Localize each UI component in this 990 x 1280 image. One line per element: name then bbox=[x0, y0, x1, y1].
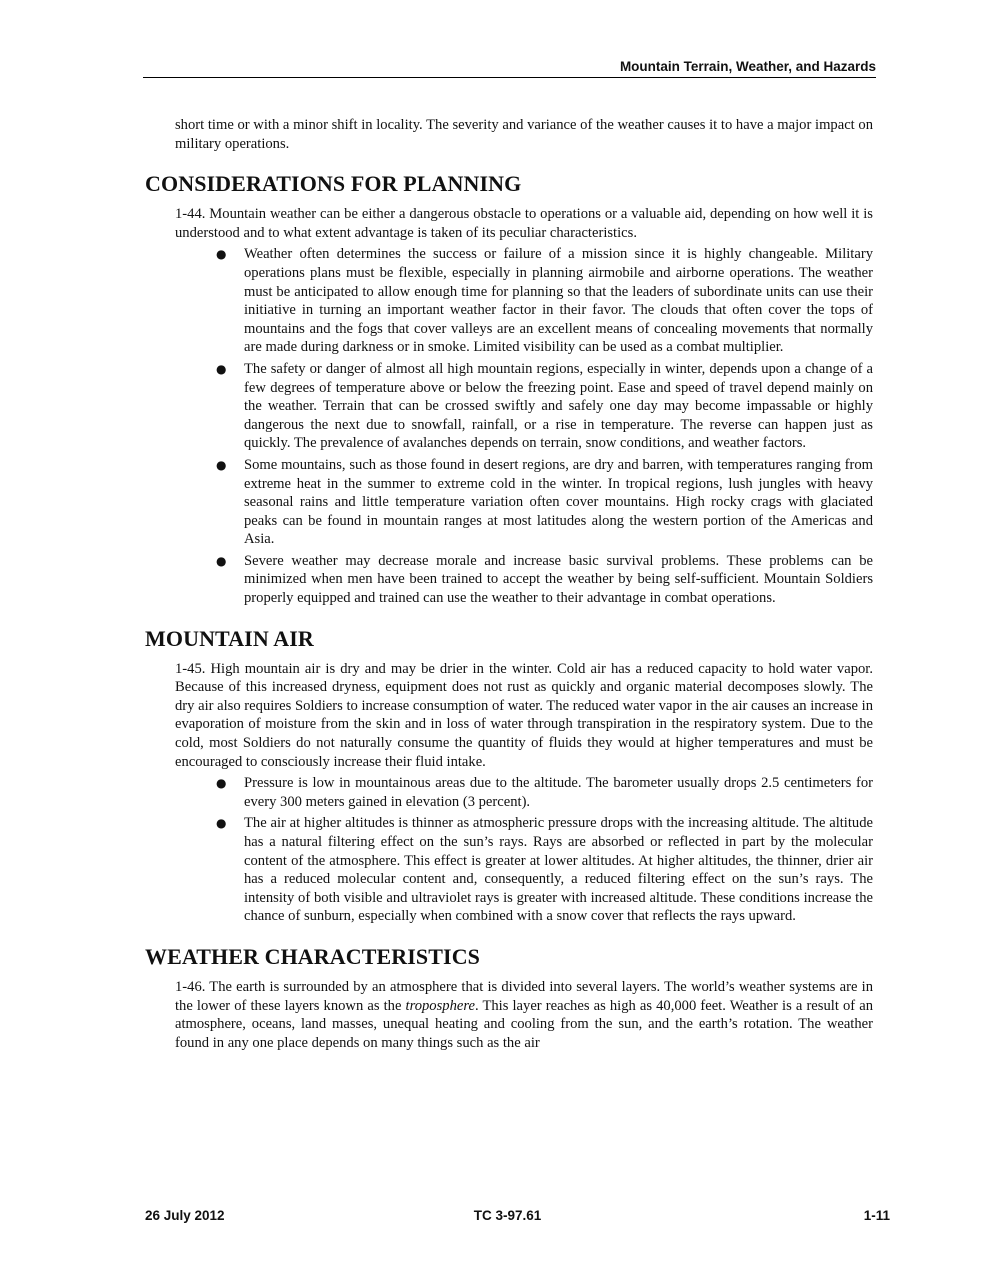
footer-page-number: 1-11 bbox=[863, 1208, 890, 1223]
list-item-text: Weather often determines the success or failure of a mission since it is highly changeable. Military operations plans must be flexible, especially in planning airmobile and airborne operations. The weather must be anticipated to allow enough time for planning so that the leaders of subordinate units can use their initiative in turning an important weather factor in their favor. The clouds that often cover the tops of mountains and the fogs that cover valleys are an excellent means of concealing movements that normally are made during darkness or in smoke. Limited visibility can be used as a combat multiplier. bbox=[244, 246, 873, 356]
page-body bbox=[145, 116, 873, 1052]
list-item-text: The air at higher altitudes is thinner as atmospheric pressure drops with the increasing altitude. The altitude has a natural filtering effect on the sun’s rays. Rays are absorbed or reflected in part by the molecular content of the atmosphere. This effect is greater at lower altitudes. At higher altitudes, the thinner, drier air has a reduced molecular content and, consequently, a reduced filtering effect on the sun’s rays. The intensity of both visible and ultraviolet rays is greater with increased altitude. These conditions increase the chance of sunburn, especially when combined with a snow cover that reflects the rays upward. bbox=[244, 815, 873, 925]
heading-weather-characteristics: WEATHER CHARACTERISTICS bbox=[145, 943, 481, 969]
list-item bbox=[216, 456, 873, 549]
list-item-text: Severe weather may decrease morale and increase basic survival problems. These problems can be minimized when men have been trained to accept the weather by being self-sufficient. Mountain Soldiers properly equipped and trained can use the weather to their advantage in combat operations. bbox=[244, 552, 873, 607]
bullet-icon: ● bbox=[216, 553, 227, 568]
bullet-icon: ● bbox=[216, 816, 227, 831]
paragraph-text: . This layer reaches as high as 40,000 feet. Weather is a result of an atmosphere, oceans, land masses, unequal heating and cooling from the sun, and the earth’s rotation. The weather found in any one place depends on many things such as the air bbox=[175, 997, 873, 1051]
bullet-icon: ● bbox=[216, 247, 227, 262]
list-item bbox=[216, 774, 873, 811]
list-item-text: Some mountains, such as those found in desert regions, are dry and barren, with temperatures ranging from extreme heat in the summer to extreme cold in the winter. In tropical regions, lush jungles with heavy seasonal rains and little temperature variation often cover mountains. High rocky crags with glaciated peaks can be found in mountain ranges at most latitudes along the western portion of the Americas and Asia. bbox=[244, 456, 873, 548]
running-header: Mountain Terrain, Weather, and Hazards bbox=[619, 59, 876, 74]
bullet-icon: ● bbox=[216, 457, 227, 472]
list-item-text: The safety or danger of almost all high mountain regions, especially in winter, depends upon a change of a few degrees of temperature above or below the freezing point. Ease and speed of travel depend mainly on the weather. Terrain that can be crossed swiftly and safely one day may become impassable or highly dangerous the next due to snowfall, rainfall, or a rise in temperature. The reverse can happen just as quickly. The prevalence of avalanches depends on terrain, snow conditions, and weather factors. bbox=[244, 360, 873, 452]
list-item bbox=[216, 245, 873, 357]
paragraph-1-45: 1-45. High mountain air is dry and may be drier in the winter. Cold air has a reduced capacity to hold water vapor. Because of this increased dryness, equipment does not rust as quickly and organic material decomposes slowly. The dry air also requires Soldiers to increase consumption of water. The reduced water vapor in the air causes an increase in evaporation of moisture from the skin and in loss of water through transpiration in the respiratory system. Due to the cold, most Soldiers do not naturally consume the quantity of fluids they would at higher temperatures and must be encouraged to consciously increase their fluid intake. bbox=[175, 660, 873, 770]
list-item bbox=[216, 814, 873, 926]
paragraph-text: 1-46. The earth is surrounded by an atmosphere that is divided into several layers. The world’s weather systems are in the lower of these layers known as the bbox=[175, 978, 873, 1014]
header-rule bbox=[143, 77, 876, 78]
continuation-paragraph: short time or with a minor shift in locality. The severity and variance of the weather causes it to have a major impact on military operations. bbox=[175, 117, 873, 152]
footer-document-number: TC 3-97.61 bbox=[473, 1208, 542, 1223]
mountain-air-bullet-list bbox=[145, 774, 873, 926]
paragraph-1-44: 1-44. Mountain weather can be either a dangerous obstacle to operations or a valuable aid, depending on how well it is understood and to what extent advantage is taken of its peculiar characteristics. bbox=[175, 206, 873, 241]
list-item bbox=[216, 360, 873, 453]
planning-bullet-list bbox=[145, 245, 873, 607]
troposphere-term: troposphere bbox=[405, 997, 475, 1014]
heading-mountain-air: MOUNTAIN AIR bbox=[145, 625, 314, 651]
heading-considerations-for-planning: CONSIDERATIONS FOR PLANNING bbox=[145, 171, 522, 197]
footer-date: 26 July 2012 bbox=[145, 1208, 225, 1223]
paragraph-1-46 bbox=[175, 978, 873, 1052]
bullet-icon: ● bbox=[216, 361, 227, 376]
list-item bbox=[216, 552, 873, 608]
list-item-text: Pressure is low in mountainous areas due to the altitude. The barometer usually drops 2.5 centimeters for every 300 meters gained in elevation (3 percent). bbox=[244, 775, 873, 810]
bullet-icon: ● bbox=[216, 776, 227, 791]
